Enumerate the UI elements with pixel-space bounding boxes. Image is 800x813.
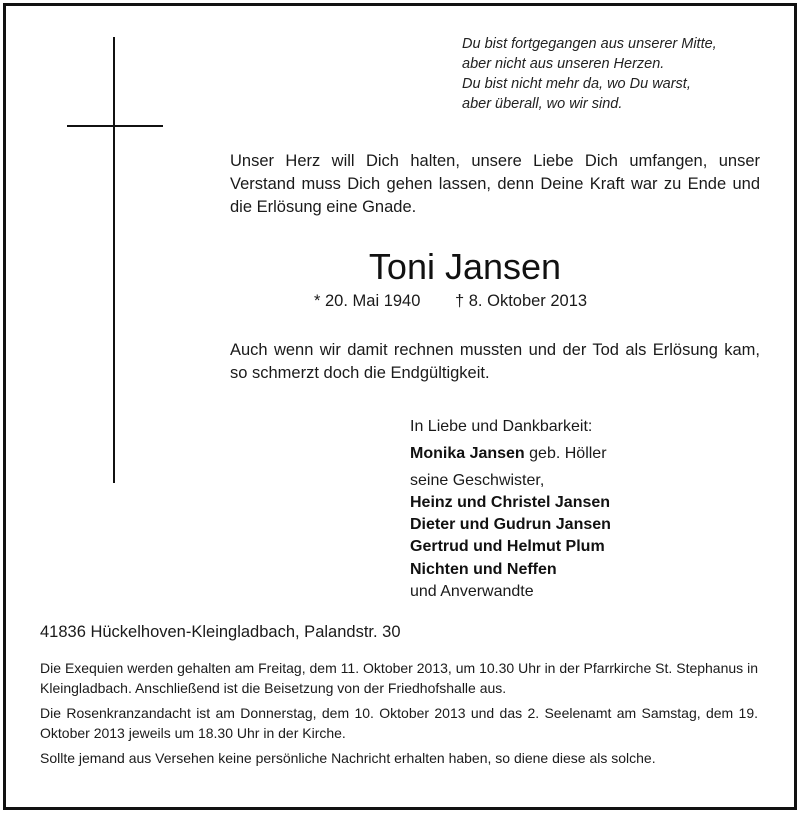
- poem-line: Du bist nicht mehr da, wo Du warst,: [462, 76, 691, 92]
- notification-note: Sollte jemand aus Versehen keine persönliche Nachricht erhalten haben, so diene diese als solche.: [40, 750, 656, 766]
- spouse-name: Monika Jansen: [410, 445, 525, 463]
- mourners-intro: In Liebe und Dankbarkeit:: [410, 418, 593, 435]
- mourner-name: [410, 536, 611, 558]
- mourner-name-text: Nichten und Neffen: [410, 560, 557, 578]
- other-relatives: und Anverwandte: [410, 583, 534, 601]
- spouse-maiden-name: geb. Höller: [524, 445, 607, 463]
- intro-paragraph: Unser Herz will Dich halten, unsere Liebe Dich umfangen, unser Verstand muss Dich gehen lassen, denn Deine Kraft war zu Ende und die Erlösung eine Gnade.: [230, 152, 760, 216]
- cross-horizontal-bar: [67, 125, 163, 127]
- siblings-label: seine Geschwister,: [410, 471, 545, 489]
- life-dates: [314, 290, 587, 312]
- death-date: † 8. Oktober 2013: [455, 292, 588, 310]
- closing-paragraph: Auch wenn wir damit rechnen mussten und der Tod als Erlösung kam, so schmerzt doch die Endgültigkeit.: [230, 341, 760, 382]
- mourner-name-text: Gertrud und Helmut Plum: [410, 538, 605, 556]
- poem-line: aber nicht aus unseren Herzen.: [462, 56, 665, 72]
- poem-line: Du bist fortgegangen aus unserer Mitte,: [462, 36, 717, 52]
- funeral-service-note: Die Exequien werden gehalten am Freitag, dem 11. Oktober 2013, um 10.30 Uhr in der Pfarrkirche St. Stephanus in Kleingladbach. Anschließend ist die Beisetzung von der Friedhofshalle aus.: [40, 660, 758, 696]
- mourner-name: [410, 492, 611, 514]
- birth-date: * 20. Mai 1940: [314, 292, 421, 310]
- mourners-block: [410, 416, 611, 603]
- rosary-note: Die Rosenkranzandacht ist am Donnerstag, dem 10. Oktober 2013 und das 2. Seelenamt am Samstag, dem 19. Oktober 2013 jeweils um 18.30 Uhr in der Kirche.: [40, 705, 758, 741]
- spouse-line: [410, 443, 611, 465]
- poem-line: aber überall, wo wir sind.: [462, 96, 623, 112]
- mourner-name: [410, 559, 611, 581]
- mourner-name: [410, 514, 611, 536]
- deceased-name: Toni Jansen: [368, 246, 562, 287]
- mourner-name-text: Dieter und Gudrun Jansen: [410, 516, 611, 534]
- address: 41836 Hückelhoven-Kleingladbach, Palandstr. 30: [40, 623, 401, 641]
- mourner-name-text: Heinz und Christel Jansen: [410, 493, 611, 511]
- poem: [462, 34, 717, 114]
